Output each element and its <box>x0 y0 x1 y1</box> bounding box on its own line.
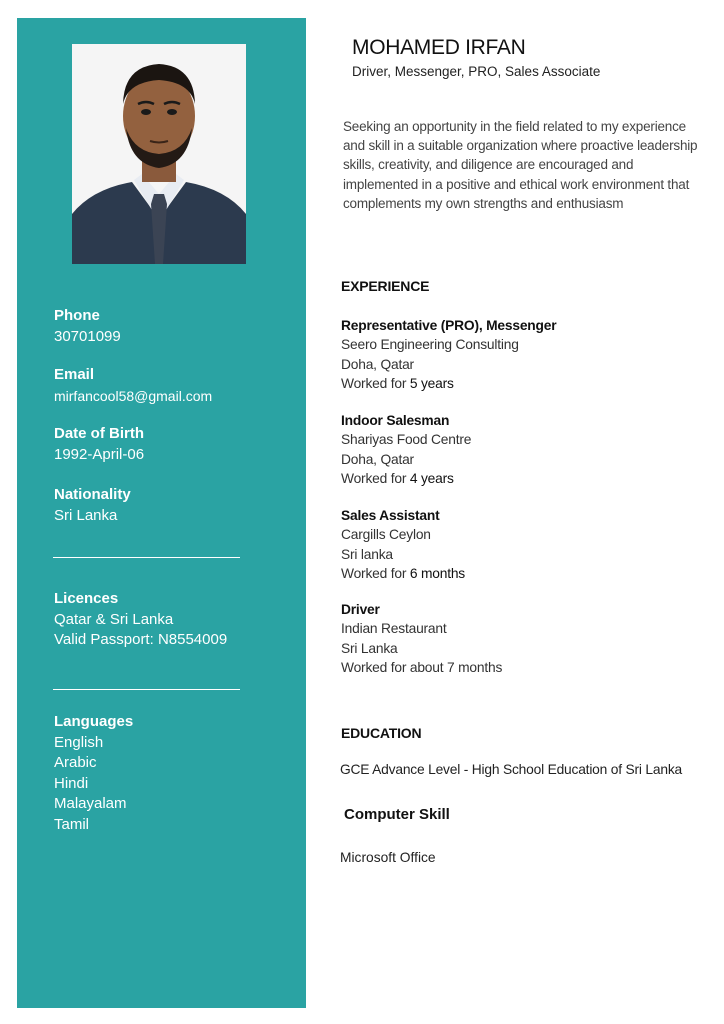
job-duration-prefix: Worked for about <box>341 659 448 675</box>
person-name: MOHAMED IRFAN <box>352 36 526 59</box>
job-duration-value: 5 years <box>409 375 454 391</box>
job-entry <box>341 600 502 677</box>
licence-item: Qatar & Sri Lanka <box>54 610 174 628</box>
nationality-value: Sri Lanka <box>54 506 118 524</box>
job-company: Cargills Ceylon <box>341 527 431 543</box>
job-location: Doha, Qatar <box>341 451 414 467</box>
job-role: Driver <box>341 602 380 617</box>
email-value: mirfancool58@gmail.com <box>54 387 213 404</box>
language-item: Hindi <box>54 774 89 792</box>
dob-value: 1992-April-06 <box>54 445 145 463</box>
job-role: Sales Assistant <box>341 508 440 523</box>
job-duration-value: 6 months <box>409 565 466 581</box>
job-duration-prefix: Worked for <box>341 565 410 581</box>
job-location: Sri lanka <box>341 546 393 562</box>
languages-section <box>54 712 133 835</box>
job-duration-prefix: Worked for <box>341 470 410 486</box>
phone-section <box>54 306 121 347</box>
job-location: Sri Lanka <box>341 640 398 656</box>
dob-label: Date of Birth <box>54 425 144 442</box>
licences-label: Licences <box>54 590 119 607</box>
job-duration <box>341 469 471 488</box>
language-item: Arabic <box>54 754 97 771</box>
objective-text: Seeking an opportunity in the field related to my experience and skill in a suitable organization where proactive leadership skills, creativity, and diligence are encouraged and implemented in a positive and ethical work environment that complements my own strengths and enthusiasm <box>343 119 698 211</box>
education-item: GCE Advance Level - High School Education of Sri Lanka <box>340 762 682 777</box>
job-company: Shariyas Food Centre <box>341 432 472 448</box>
profile-photo <box>72 44 246 264</box>
language-item: Malayalam <box>54 795 127 812</box>
skill-item: Microsoft Office <box>340 850 436 865</box>
job-company: Seero Engineering Consulting <box>341 337 519 353</box>
job-duration-value: 7 months <box>447 659 503 675</box>
job-duration <box>341 374 556 393</box>
experience-heading: EXPERIENCE <box>341 278 430 294</box>
sidebar-divider <box>53 557 240 558</box>
languages-label: Languages <box>54 713 134 730</box>
language-item: Tamil <box>54 815 90 833</box>
job-role: Indoor Salesman <box>341 413 450 428</box>
job-entry <box>341 506 465 583</box>
job-location: Doha, Qatar <box>341 356 414 372</box>
dob-section <box>54 424 144 465</box>
email-section <box>54 365 212 406</box>
licence-item: Valid Passport: N8554009 <box>54 631 228 648</box>
job-duration-value: 4 years <box>409 470 454 486</box>
job-duration-prefix: Worked for <box>341 375 410 391</box>
job-duration <box>341 658 502 677</box>
job-company: Indian Restaurant <box>341 621 447 637</box>
job-duration <box>341 564 465 583</box>
phone-label: Phone <box>54 307 100 324</box>
email-label: Email <box>54 366 95 383</box>
nationality-section <box>54 485 131 526</box>
skills-heading: Computer Skill <box>344 806 450 823</box>
education-heading: EDUCATION <box>341 725 422 741</box>
nationality-label: Nationality <box>54 486 131 503</box>
person-title: Driver, Messenger, PRO, Sales Associate <box>352 64 601 79</box>
job-role: Representative (PRO), Messenger <box>341 318 557 333</box>
job-entry <box>341 411 471 488</box>
phone-value: 30701099 <box>54 327 121 345</box>
licences-section <box>54 589 227 651</box>
language-item: English <box>54 733 104 751</box>
sidebar-divider <box>53 689 240 690</box>
job-entry <box>341 316 556 393</box>
